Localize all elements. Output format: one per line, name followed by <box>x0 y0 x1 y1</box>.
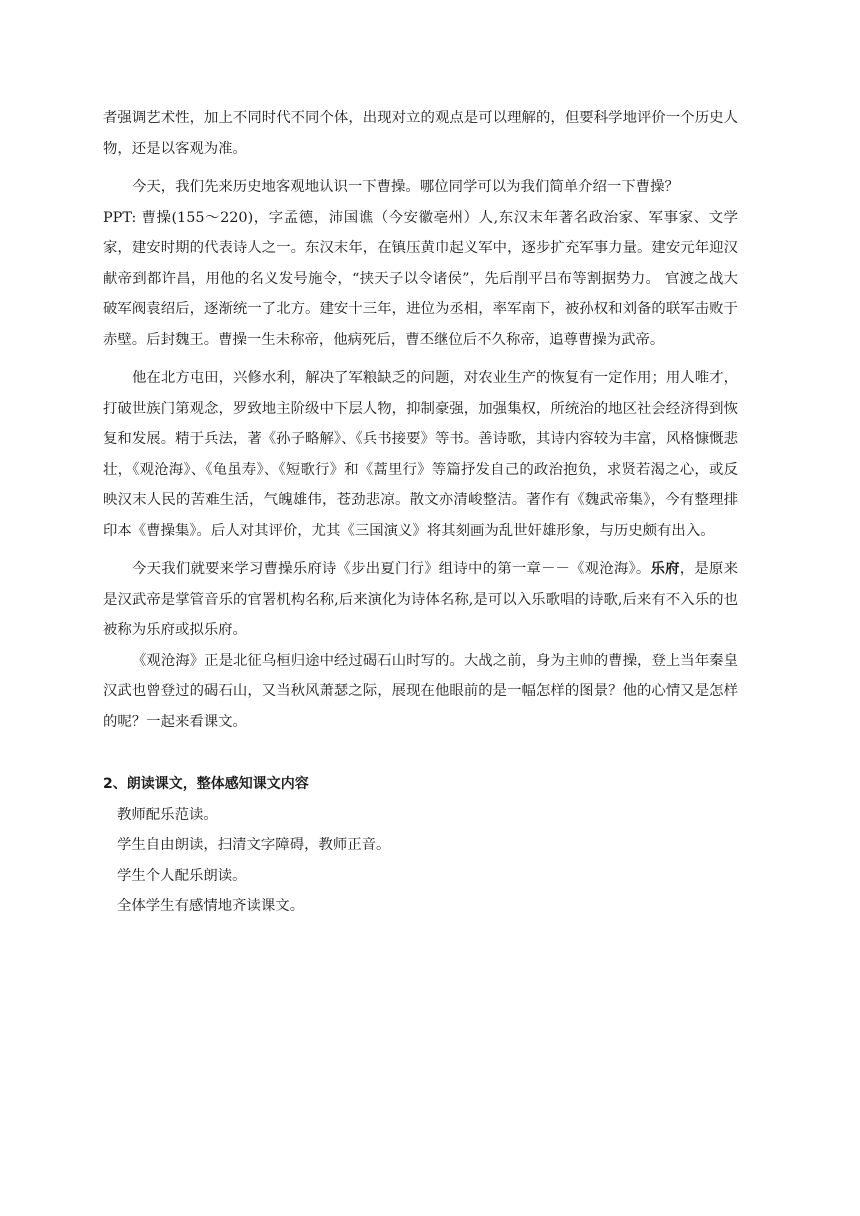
step-individual-reading: 学生个人配乐朗读。 <box>117 867 247 884</box>
document-page <box>103 103 738 922</box>
yuefu-text-after: ，是原来是汉武帝是掌管音乐的官署机构名称,后来演化为诗体名称,是可以入乐歌唱的诗歌,后来有不入乐的也被称为乐府或拟乐府。 <box>103 561 738 638</box>
paragraph-yuefu <box>103 554 738 646</box>
paragraph-ppt-biography: PPT: 曹操(155～220)，字孟德，沛国谯（今安徽亳州）人,东汉末年著名政治家、军事家、文学家，建安时期的代表诗人之一。东汉末年，在镇压黄巾起义军中，逐步扩充军事力量。建安元年迎汉献帝到都许昌，用他的名义发号施令，“挟天子以令诸侯”，先后削平吕布等割据势力。 官渡之战大破军阀袁绍后，逐渐统一了北方。建安十三年，进位为丞相，率军南下，被孙权和刘备的联军击败于赤壁。后封魏王。曹操一生未称帝，他病死后，曹丕继位后不久称帝，追尊曹操为武帝。 <box>103 209 738 348</box>
step-group-reading: 全体学生有感情地齐读课文。 <box>117 898 305 914</box>
yuefu-text-before: 今天我们就要来学习曹操乐府诗《步出夏门行》组诗中的第一章－－《观沧海》。 <box>132 561 651 577</box>
paragraph-guancanghai-context: 《观沧海》正是北征乌桓归途中经过碣石山时写的。大战之前，身为主帅的曹操，登上当年秦皇汉武也曾登过的碣石山，又当秋风萧瑟之际，展现在他眼前的是一幅怎样的图景？他的心情又是怎样的呢？一起来看课文。 <box>103 652 738 730</box>
yuefu-term: 乐府 <box>650 560 680 577</box>
paragraph-achievements: 他在北方屯田，兴修水利，解决了军粮缺乏的问题，对农业生产的恢复有一定作用；用人唯才，打破世族门第观念，罗致地主阶级中下层人物，抑制豪强，加强集权，所统治的地区社会经济得到恢复和发展。精于兵法，著《孙子略解》、《兵书接要》等书。善诗歌，其诗内容较为丰富，风格慷慨悲壮，《观沧海》、《龟虽寿》、《短歌行》和《蒿里行》等篇抒发自己的政治抱负，求贤若渴之心，或反映汉末人民的苦难生活，气魄雄伟，苍劲悲凉。散文亦清峻整洁。著作有《魏武帝集》，今有整理排印本《曹操集》。后人对其评价，尤其《三国演义》将其刻画为乱世奸雄形象，与历史颇有出入。 <box>103 370 738 539</box>
paragraph-intro-caocao: 今天，我们先来历史地客观地认识一下曹操。哪位同学可以为我们简单介绍一下曹操？ <box>132 179 679 195</box>
paragraph-objectivity: 者强调艺术性，加上不同时代不同个体，出现对立的观点是可以理解的，但要科学地评价一个历史人物，还是以客观为准。 <box>103 110 738 157</box>
section-heading-reading: 2、朗读课文，整体感知课文内容 <box>103 776 309 792</box>
step-teacher-reading: 教师配乐范读。 <box>117 806 218 823</box>
step-free-reading: 学生自由朗读，扫清文字障碍，教师正音。 <box>117 837 391 853</box>
